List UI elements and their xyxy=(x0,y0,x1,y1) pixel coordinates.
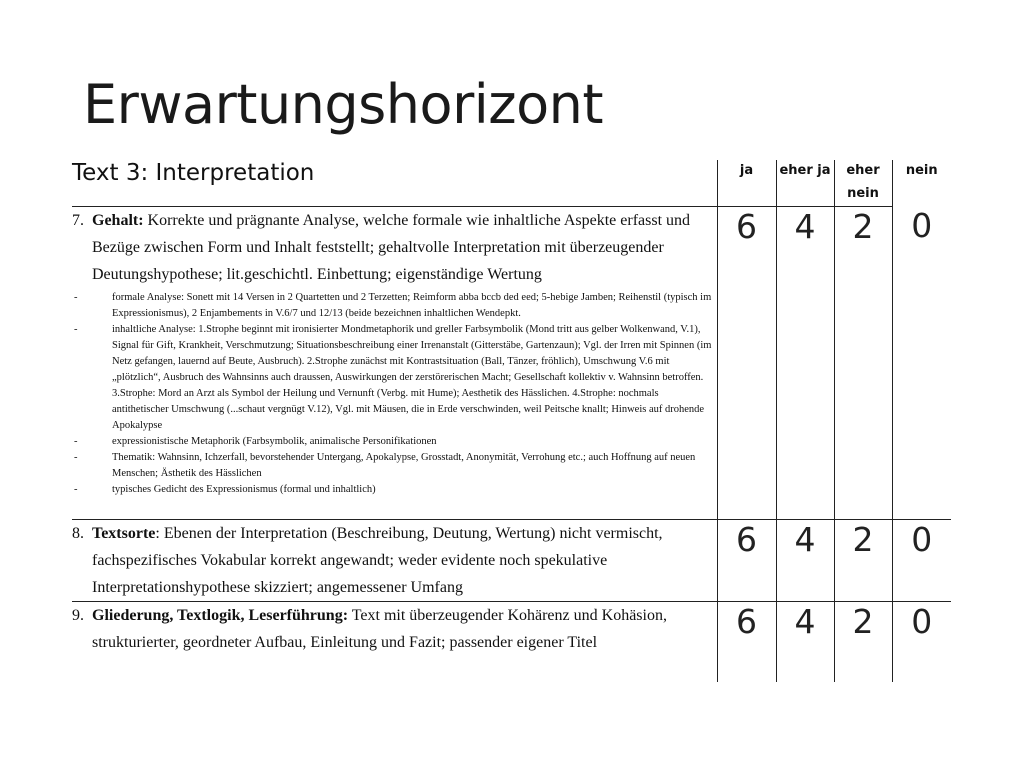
header-ja: ja xyxy=(717,160,776,206)
criterion-row-gehalt xyxy=(72,206,951,519)
score-ja: 6 xyxy=(717,601,776,682)
score-nein: 0 xyxy=(892,519,951,601)
score-eher-nein: 2 xyxy=(834,601,892,682)
criterion-label: Gehalt: xyxy=(92,211,144,229)
list-item: - Thematik: Wahnsinn, Ichzerfall, bevorstehender Untergang, Apokalypse, Grosstadt, Anonymität, Verrohung etc.; auch Hoffnung auf neuen Menschen; Ästhetik des Hässlichen xyxy=(74,451,696,479)
score-eher-nein: 2 xyxy=(834,206,892,519)
criterion-label: Gliederung, Textlogik, Leserführung: xyxy=(92,606,349,624)
score-ja: 6 xyxy=(717,519,776,601)
score-nein: 0 xyxy=(892,601,951,682)
list-item: - expressionistische Metaphorik (Farbsymbolik, animalische Personifikationen xyxy=(74,435,437,447)
section-title: Text 3: Interpretation xyxy=(72,160,717,206)
list-item: - typisches Gedicht des Expressionismus (formal und inhaltlich) xyxy=(74,483,376,495)
header-eher-ja: eher ja xyxy=(776,160,834,206)
criterion-row-gliederung xyxy=(72,601,951,682)
criterion-number: 9. xyxy=(72,606,84,624)
criterion-row-textsorte xyxy=(72,519,951,601)
page-title: Erwartungshorizont xyxy=(83,73,604,136)
score-eher-nein: 2 xyxy=(834,519,892,601)
score-ja: 6 xyxy=(717,206,776,519)
criterion-label: Textsorte xyxy=(92,524,156,542)
criterion-bullet-list xyxy=(72,290,717,498)
header-eher-nein: eher nein xyxy=(834,160,892,206)
criterion-number: 8. xyxy=(72,524,84,542)
criterion-description xyxy=(72,206,717,519)
score-nein: 0 xyxy=(892,206,951,519)
criterion-text: Korrekte und prägnante Analyse, welche formale wie inhaltliche Aspekte erfasst und Bezüge zwischen Form und Inhalt feststellt; gehaltvolle Interpretation mit überzeugender Deutungshypothese; lit.geschichtl. Einbettung; eigenständige Wertung xyxy=(92,211,691,283)
list-item: - formale Analyse: Sonett mit 14 Versen in 2 Quartetten und 2 Terzetten; Reimform abba bccb ded eed; 5-hebige Jamben; Reihenstil (typisch im Expressionismus), 2 Enjambements in V.6/7 und 12/13 (beide bezeichnen inhaltlichen Wendepkt. xyxy=(74,291,712,319)
score-eher-ja: 4 xyxy=(776,601,834,682)
score-eher-ja: 4 xyxy=(776,519,834,601)
criterion-text: Text mit überzeugender Kohärenz und Kohäsion, strukturierter, geordneter Aufbau, Einleitung und Fazit; passender eigener Titel xyxy=(92,606,667,651)
header-nein: nein xyxy=(892,160,951,206)
score-eher-ja: 4 xyxy=(776,206,834,519)
criterion-description xyxy=(72,519,717,601)
list-item: - inhaltliche Analyse: 1.Strophe beginnt mit ironisierter Mondmetaphorik und greller Farbsymbolik (Mond tritt aus gelber Wolkenwand, V.1), Signal für Gift, Krankheit, Verschmutzung; Situationsbeschreibung einer Irrenanstalt (Gitterstäbe, Gartenzaun); Vgl. der Irren mit Spinnen (im Netz gefangen, lauernd auf Beute, Ausbruch). 2.Strophe zunächst mit Kontrastsituation (Ball, Tänzer, fröhlich), Umschwung V.6 mit „plötzlich“, Ausbruch des Wahnsinns auch draussen, Auswirkungen der zerstörerischen Macht; Gesellschaft kollektiv v. Wahnsinn betroffen. 3.Strophe: Mord an Arzt als Symbol der Heilung und Vernunft (Verbg. mit Hume); Aesthetik des Hässlichen. 4.Strophe: nochmals antithetischer Umschwung (...schaut vergnügt V.12), Vgl. mit Mäusen, die in Erde verschwinden, weil Peitsche knallt; Hinweis auf drohende Apokalypse xyxy=(74,323,712,431)
rubric-table xyxy=(72,160,951,682)
criterion-number: 7. xyxy=(72,211,84,229)
header-row xyxy=(72,160,951,206)
criterion-description xyxy=(72,601,717,682)
criterion-text: : Ebenen der Interpretation (Beschreibung, Deutung, Wertung) nicht vermischt, fachspezifisches Vokabular korrekt angewandt; weder evidente noch spekulative Interpretationshypothese skizziert; angemessener Umfang xyxy=(92,524,663,596)
